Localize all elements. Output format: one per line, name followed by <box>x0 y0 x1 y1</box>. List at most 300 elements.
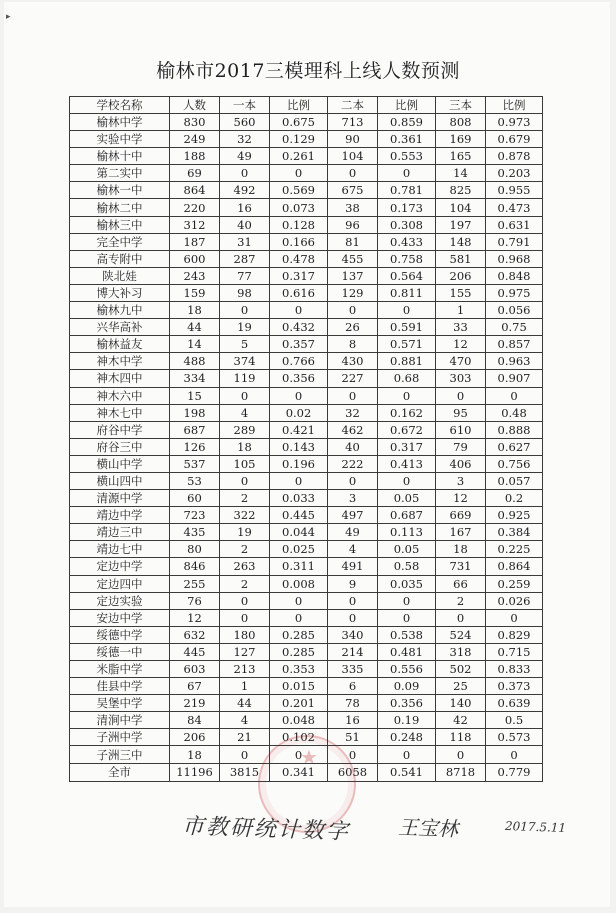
value-cell: 44 <box>170 319 220 336</box>
value-cell: 0 <box>328 302 378 319</box>
value-cell: 0 <box>270 609 328 626</box>
value-cell: 119 <box>220 370 270 387</box>
value-cell: 169 <box>436 131 486 148</box>
results-table <box>69 96 543 782</box>
office-signature: 市教研统计数字 <box>181 814 351 845</box>
value-cell: 0.955 <box>486 182 543 199</box>
value-cell: 0 <box>378 746 436 763</box>
table-row <box>70 421 543 438</box>
value-cell: 0 <box>270 592 328 609</box>
col-header: 比例 <box>270 97 328 114</box>
value-cell: 0.05 <box>378 541 436 558</box>
value-cell: 0 <box>328 592 378 609</box>
school-name-cell: 子洲三中 <box>70 746 170 763</box>
value-cell: 104 <box>436 199 486 216</box>
value-cell: 0 <box>328 387 378 404</box>
value-cell: 0 <box>378 387 436 404</box>
school-name-cell: 靖边三中 <box>70 524 170 541</box>
value-cell: 0.675 <box>270 114 328 131</box>
table-row <box>70 114 543 131</box>
value-cell: 3 <box>436 472 486 489</box>
value-cell: 491 <box>328 558 378 575</box>
school-name-cell: 高专附中 <box>70 250 170 267</box>
value-cell: 0.878 <box>486 148 543 165</box>
table-row <box>70 182 543 199</box>
col-header: 二本 <box>328 97 378 114</box>
value-cell: 33 <box>436 319 486 336</box>
value-cell: 0.829 <box>486 626 543 643</box>
value-cell: 263 <box>220 558 270 575</box>
col-header: 比例 <box>486 97 543 114</box>
value-cell: 600 <box>170 250 220 267</box>
value-cell: 243 <box>170 267 220 284</box>
value-cell: 0 <box>220 302 270 319</box>
value-cell: 98 <box>220 284 270 301</box>
value-cell: 0.715 <box>486 643 543 660</box>
value-cell: 0.05 <box>378 490 436 507</box>
value-cell: 51 <box>328 729 378 746</box>
table-row <box>70 626 543 643</box>
school-name-cell: 绥德中学 <box>70 626 170 643</box>
value-cell: 12 <box>170 609 220 626</box>
school-name-cell: 定边四中 <box>70 575 170 592</box>
value-cell: 603 <box>170 661 220 678</box>
value-cell: 0.033 <box>270 490 328 507</box>
value-cell: 0.285 <box>270 626 328 643</box>
value-cell: 669 <box>436 507 486 524</box>
value-cell: 0.421 <box>270 421 328 438</box>
school-name-cell: 定边实验 <box>70 592 170 609</box>
value-cell: 0.166 <box>270 233 328 250</box>
value-cell: 0.756 <box>486 455 543 472</box>
value-cell: 470 <box>436 353 486 370</box>
value-cell: 0.975 <box>486 284 543 301</box>
value-cell: 0.445 <box>270 507 328 524</box>
table-row <box>70 267 543 284</box>
value-cell: 0 <box>328 609 378 626</box>
value-cell: 76 <box>170 592 220 609</box>
value-cell: 0.859 <box>378 114 436 131</box>
value-cell: 0.129 <box>270 131 328 148</box>
value-cell: 18 <box>220 438 270 455</box>
value-cell: 0.538 <box>378 626 436 643</box>
value-cell: 0.128 <box>270 216 328 233</box>
value-cell: 462 <box>328 421 378 438</box>
value-cell: 0.259 <box>486 575 543 592</box>
value-cell: 0.687 <box>378 507 436 524</box>
value-cell: 0.672 <box>378 421 436 438</box>
value-cell: 445 <box>170 643 220 660</box>
value-cell: 723 <box>170 507 220 524</box>
value-cell: 0.015 <box>270 678 328 695</box>
value-cell: 159 <box>170 284 220 301</box>
value-cell: 0.356 <box>270 370 328 387</box>
value-cell: 287 <box>220 250 270 267</box>
table-row <box>70 490 543 507</box>
value-cell: 0 <box>270 746 328 763</box>
table-row <box>70 216 543 233</box>
value-cell: 2 <box>220 575 270 592</box>
table-row <box>70 712 543 729</box>
school-name-cell: 博大补习 <box>70 284 170 301</box>
value-cell: 0.925 <box>486 507 543 524</box>
value-cell: 435 <box>170 524 220 541</box>
table-row <box>70 729 543 746</box>
value-cell: 0.963 <box>486 353 543 370</box>
value-cell: 78 <box>328 695 378 712</box>
value-cell: 0.481 <box>378 643 436 660</box>
value-cell: 80 <box>170 541 220 558</box>
value-cell: 2 <box>220 490 270 507</box>
school-name-cell: 神木六中 <box>70 387 170 404</box>
value-cell: 1 <box>220 678 270 695</box>
value-cell: 0.5 <box>486 712 543 729</box>
value-cell: 312 <box>170 216 220 233</box>
value-cell: 18 <box>170 746 220 763</box>
total-cell: 11196 <box>170 763 220 781</box>
school-name-cell: 绥德一中 <box>70 643 170 660</box>
table-row <box>70 746 543 763</box>
school-name-cell: 靖边七中 <box>70 541 170 558</box>
value-cell: 0.58 <box>378 558 436 575</box>
value-cell: 222 <box>328 455 378 472</box>
table-row <box>70 404 543 421</box>
total-cell: 全市 <box>70 763 170 781</box>
table-row <box>70 233 543 250</box>
value-cell: 0 <box>436 746 486 763</box>
table-row <box>70 387 543 404</box>
value-cell: 0 <box>270 387 328 404</box>
value-cell: 198 <box>170 404 220 421</box>
value-cell: 731 <box>436 558 486 575</box>
value-cell: 0.833 <box>486 661 543 678</box>
value-cell: 16 <box>328 712 378 729</box>
signature-date: 2017.5.11 <box>504 818 567 836</box>
table-row <box>70 284 543 301</box>
table-row <box>70 695 543 712</box>
value-cell: 1 <box>436 302 486 319</box>
value-cell: 0.056 <box>486 302 543 319</box>
table-row <box>70 302 543 319</box>
table-row <box>70 455 543 472</box>
value-cell: 79 <box>436 438 486 455</box>
value-cell: 0.68 <box>378 370 436 387</box>
value-cell: 687 <box>170 421 220 438</box>
value-cell: 0.881 <box>378 353 436 370</box>
value-cell: 0.631 <box>486 216 543 233</box>
value-cell: 0.766 <box>270 353 328 370</box>
table-row <box>70 643 543 660</box>
value-cell: 632 <box>170 626 220 643</box>
table-row <box>70 131 543 148</box>
value-cell: 9 <box>328 575 378 592</box>
school-name-cell: 清涧中学 <box>70 712 170 729</box>
table-row <box>70 541 543 558</box>
value-cell: 430 <box>328 353 378 370</box>
value-cell: 0.848 <box>486 267 543 284</box>
school-name-cell: 吴堡中学 <box>70 695 170 712</box>
value-cell: 335 <box>328 661 378 678</box>
table-row <box>70 370 543 387</box>
value-cell: 220 <box>170 199 220 216</box>
value-cell: 0.781 <box>378 182 436 199</box>
value-cell: 502 <box>436 661 486 678</box>
value-cell: 214 <box>328 643 378 660</box>
school-name-cell: 子洲中学 <box>70 729 170 746</box>
value-cell: 0.102 <box>270 729 328 746</box>
stamp-star-icon: ★ <box>300 745 318 769</box>
value-cell: 560 <box>220 114 270 131</box>
value-cell: 19 <box>220 319 270 336</box>
value-cell: 0.857 <box>486 336 543 353</box>
value-cell: 137 <box>328 267 378 284</box>
value-cell: 66 <box>436 575 486 592</box>
value-cell: 0.008 <box>270 575 328 592</box>
value-cell: 0.09 <box>378 678 436 695</box>
value-cell: 0 <box>220 609 270 626</box>
value-cell: 0.864 <box>486 558 543 575</box>
person-signature: 王宝林 <box>397 814 459 842</box>
value-cell: 0.433 <box>378 233 436 250</box>
school-name-cell: 横山四中 <box>70 472 170 489</box>
value-cell: 340 <box>328 626 378 643</box>
value-cell: 0.248 <box>378 729 436 746</box>
value-cell: 0 <box>378 609 436 626</box>
value-cell: 0.679 <box>486 131 543 148</box>
value-cell: 0.591 <box>378 319 436 336</box>
value-cell: 96 <box>328 216 378 233</box>
table-row <box>70 353 543 370</box>
school-name-cell: 陕北娃 <box>70 267 170 284</box>
value-cell: 830 <box>170 114 220 131</box>
value-cell: 0.616 <box>270 284 328 301</box>
value-cell: 0.571 <box>378 336 436 353</box>
page-title: 榆林市2017三模理科上线人数预测 <box>156 60 460 82</box>
value-cell: 118 <box>436 729 486 746</box>
value-cell: 0.553 <box>378 148 436 165</box>
value-cell: 31 <box>220 233 270 250</box>
value-cell: 0.19 <box>378 712 436 729</box>
value-cell: 0.639 <box>486 695 543 712</box>
value-cell: 0.569 <box>270 182 328 199</box>
value-cell: 610 <box>436 421 486 438</box>
col-header: 学校名称 <box>70 97 170 114</box>
total-cell: 0.779 <box>486 763 543 781</box>
value-cell: 81 <box>328 233 378 250</box>
value-cell: 0.564 <box>378 267 436 284</box>
value-cell: 0.203 <box>486 165 543 182</box>
value-cell: 0.317 <box>270 267 328 284</box>
value-cell: 0 <box>486 387 543 404</box>
value-cell: 318 <box>436 643 486 660</box>
value-cell: 322 <box>220 507 270 524</box>
table-row <box>70 165 543 182</box>
value-cell: 0 <box>220 746 270 763</box>
value-cell: 0.035 <box>378 575 436 592</box>
value-cell: 0.261 <box>270 148 328 165</box>
value-cell: 32 <box>220 131 270 148</box>
table-row <box>70 472 543 489</box>
value-cell: 0.025 <box>270 541 328 558</box>
value-cell: 864 <box>170 182 220 199</box>
value-cell: 0 <box>378 472 436 489</box>
value-cell: 19 <box>220 524 270 541</box>
value-cell: 0.02 <box>270 404 328 421</box>
value-cell: 675 <box>328 182 378 199</box>
total-cell: 6058 <box>328 763 378 781</box>
value-cell: 488 <box>170 353 220 370</box>
value-cell: 0 <box>220 472 270 489</box>
value-cell: 0 <box>328 472 378 489</box>
col-header: 比例 <box>378 97 436 114</box>
value-cell: 0.311 <box>270 558 328 575</box>
value-cell: 105 <box>220 455 270 472</box>
value-cell: 0 <box>270 302 328 319</box>
col-header: 一本 <box>220 97 270 114</box>
value-cell: 165 <box>436 148 486 165</box>
value-cell: 0.361 <box>378 131 436 148</box>
value-cell: 492 <box>220 182 270 199</box>
value-cell: 0.968 <box>486 250 543 267</box>
value-cell: 167 <box>436 524 486 541</box>
value-cell: 0.478 <box>270 250 328 267</box>
value-cell: 84 <box>170 712 220 729</box>
value-cell: 67 <box>170 678 220 695</box>
value-cell: 127 <box>220 643 270 660</box>
value-cell: 0.811 <box>378 284 436 301</box>
value-cell: 8 <box>328 336 378 353</box>
value-cell: 455 <box>328 250 378 267</box>
school-name-cell: 佳县中学 <box>70 678 170 695</box>
value-cell: 15 <box>170 387 220 404</box>
value-cell: 0.973 <box>486 114 543 131</box>
value-cell: 0 <box>220 387 270 404</box>
total-cell: 0.341 <box>270 763 328 781</box>
value-cell: 14 <box>170 336 220 353</box>
value-cell: 0.888 <box>486 421 543 438</box>
value-cell: 0.196 <box>270 455 328 472</box>
school-name-cell: 榆林九中 <box>70 302 170 319</box>
value-cell: 0 <box>328 165 378 182</box>
value-cell: 32 <box>328 404 378 421</box>
school-name-cell: 榆林一中 <box>70 182 170 199</box>
value-cell: 219 <box>170 695 220 712</box>
value-cell: 0.473 <box>486 199 543 216</box>
value-cell: 524 <box>436 626 486 643</box>
corner-mark: ▸ <box>6 12 11 22</box>
value-cell: 188 <box>170 148 220 165</box>
value-cell: 49 <box>220 148 270 165</box>
value-cell: 808 <box>436 114 486 131</box>
school-name-cell: 米脂中学 <box>70 661 170 678</box>
school-name-cell: 靖边中学 <box>70 507 170 524</box>
value-cell: 406 <box>436 455 486 472</box>
value-cell: 0.356 <box>378 695 436 712</box>
value-cell: 14 <box>436 165 486 182</box>
value-cell: 4 <box>220 712 270 729</box>
table-row <box>70 575 543 592</box>
value-cell: 497 <box>328 507 378 524</box>
value-cell: 255 <box>170 575 220 592</box>
value-cell: 249 <box>170 131 220 148</box>
value-cell: 0.143 <box>270 438 328 455</box>
school-name-cell: 实验中学 <box>70 131 170 148</box>
value-cell: 537 <box>170 455 220 472</box>
school-name-cell: 府谷中学 <box>70 421 170 438</box>
value-cell: 0 <box>270 165 328 182</box>
value-cell: 197 <box>436 216 486 233</box>
school-name-cell: 第二实中 <box>70 165 170 182</box>
table-row <box>70 199 543 216</box>
value-cell: 25 <box>436 678 486 695</box>
value-cell: 104 <box>328 148 378 165</box>
value-cell: 206 <box>436 267 486 284</box>
value-cell: 0 <box>378 302 436 319</box>
school-name-cell: 榆林益友 <box>70 336 170 353</box>
value-cell: 0 <box>436 387 486 404</box>
value-cell: 0.225 <box>486 541 543 558</box>
school-name-cell: 神木七中 <box>70 404 170 421</box>
school-name-cell: 完全中学 <box>70 233 170 250</box>
value-cell: 846 <box>170 558 220 575</box>
value-cell: 0.373 <box>486 678 543 695</box>
value-cell: 6 <box>328 678 378 695</box>
value-cell: 0.758 <box>378 250 436 267</box>
value-cell: 0 <box>220 165 270 182</box>
value-cell: 77 <box>220 267 270 284</box>
value-cell: 0 <box>486 746 543 763</box>
value-cell: 69 <box>170 165 220 182</box>
value-cell: 0 <box>378 165 436 182</box>
value-cell: 0.073 <box>270 199 328 216</box>
value-cell: 289 <box>220 421 270 438</box>
value-cell: 2 <box>436 592 486 609</box>
school-name-cell: 清源中学 <box>70 490 170 507</box>
value-cell: 38 <box>328 199 378 216</box>
value-cell: 0.057 <box>486 472 543 489</box>
value-cell: 18 <box>170 302 220 319</box>
value-cell: 140 <box>436 695 486 712</box>
value-cell: 60 <box>170 490 220 507</box>
value-cell: 126 <box>170 438 220 455</box>
value-cell: 0.201 <box>270 695 328 712</box>
value-cell: 0.044 <box>270 524 328 541</box>
value-cell: 0 <box>378 592 436 609</box>
table-row <box>70 336 543 353</box>
value-cell: 95 <box>436 404 486 421</box>
value-cell: 129 <box>328 284 378 301</box>
value-cell: 0.75 <box>486 319 543 336</box>
school-name-cell: 定边中学 <box>70 558 170 575</box>
value-cell: 148 <box>436 233 486 250</box>
table-row <box>70 524 543 541</box>
school-name-cell: 府谷三中 <box>70 438 170 455</box>
value-cell: 0.907 <box>486 370 543 387</box>
value-cell: 0.353 <box>270 661 328 678</box>
value-cell: 0.791 <box>486 233 543 250</box>
col-header: 人数 <box>170 97 220 114</box>
table-row <box>70 319 543 336</box>
value-cell: 825 <box>436 182 486 199</box>
school-name-cell: 神木四中 <box>70 370 170 387</box>
value-cell: 581 <box>436 250 486 267</box>
value-cell: 303 <box>436 370 486 387</box>
table-header-row <box>70 97 543 114</box>
table-row <box>70 438 543 455</box>
value-cell: 2 <box>220 541 270 558</box>
total-cell: 0.541 <box>378 763 436 781</box>
value-cell: 206 <box>170 729 220 746</box>
